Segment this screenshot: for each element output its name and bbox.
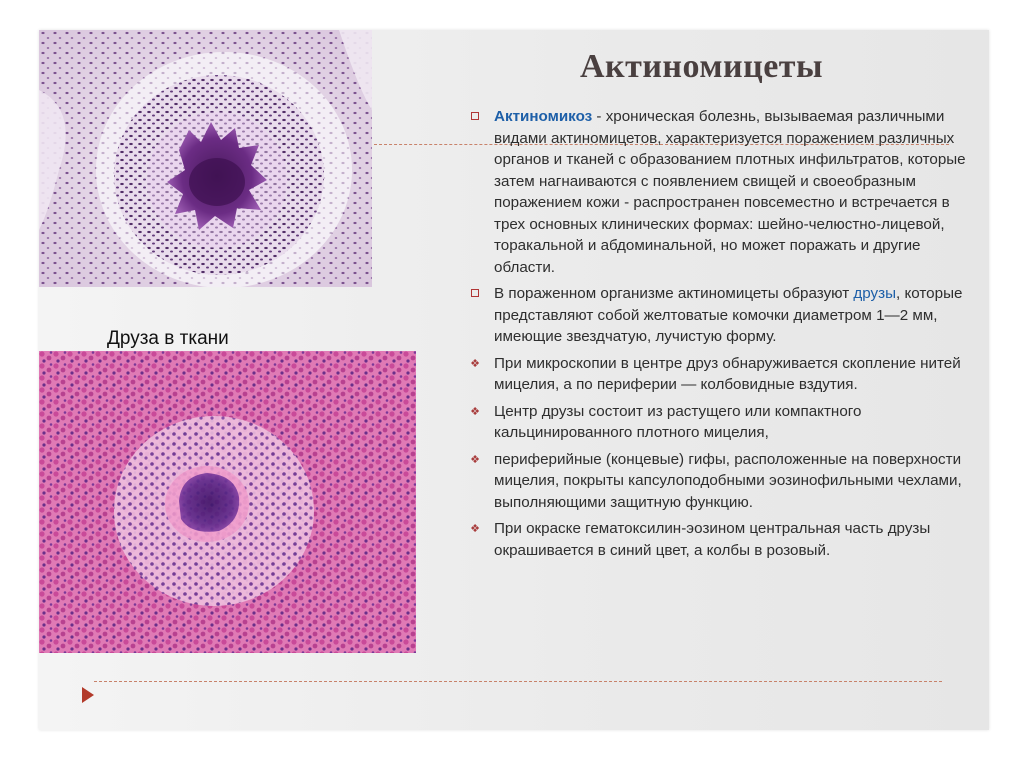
list-item-text: , которые представляют собой желтоватые комочки диаметром 1—2 мм, имеющие звездчатую, лучистую форму. <box>494 285 963 345</box>
term-druses: друзы <box>853 285 897 302</box>
list-item <box>468 106 968 278</box>
divider-bottom <box>94 681 942 682</box>
list-item <box>468 449 968 514</box>
diamond-bullet-icon: ❖ <box>470 405 480 418</box>
bullet-list <box>468 106 968 566</box>
list-item-text: Центр друзы состоит из растущего или компактного кальцинированного плотного мицелия, <box>494 402 862 441</box>
micrograph-druse-top <box>39 30 372 287</box>
list-item-text: периферийные (концевые) гифы, расположенные на поверхности мицелия, покрыты капсулоподобными эозинофильными чехлами, выполняющими защитную функцию. <box>494 450 962 511</box>
image-caption: Друза в ткани <box>107 328 229 349</box>
list-item-text: При окраске гематоксилин-эозином центральная часть друзы окрашивается в синий цвет, а колбы в розовый. <box>494 520 931 559</box>
list-item <box>468 518 968 561</box>
arrow-icon <box>82 687 94 703</box>
micrograph-druse-bottom <box>39 351 416 653</box>
diamond-bullet-icon: ❖ <box>470 357 480 370</box>
list-item <box>468 353 968 396</box>
diamond-bullet-icon: ❖ <box>470 523 480 535</box>
page-title: Актиномицеты <box>580 48 824 85</box>
list-item <box>468 283 968 348</box>
square-bullet-icon <box>468 283 482 305</box>
list-item-text: - хроническая болезнь, вызываемая различными видами актиномицетов, характеризуется поражением различных органов и тканей с образованием плотных инфильтратов, которые затем нагнаиваются с появлением свищей и своеобразным поражением кожи - распространен повсеместно и встречается в трех основных клинических формах: шейно-челюстно-лицевой, торакальной и абдоминальной, но может поражать и другие области. <box>494 108 966 276</box>
list-item-text: При микроскопии в центре друз обнаруживается скопление нитей мицелия, а по периферии — колбовидные вздутия. <box>494 354 961 393</box>
diamond-bullet-icon: ❖ <box>470 453 480 466</box>
micrograph-bottom-svg <box>39 351 416 653</box>
micrograph-top-svg <box>39 30 372 287</box>
list-item-text-pre: В пораженном организме актиномицеты образуют <box>494 285 854 302</box>
list-item <box>468 401 968 444</box>
square-bullet-icon <box>468 106 482 128</box>
term-actinomycosis: Актиномикоз <box>494 108 593 125</box>
